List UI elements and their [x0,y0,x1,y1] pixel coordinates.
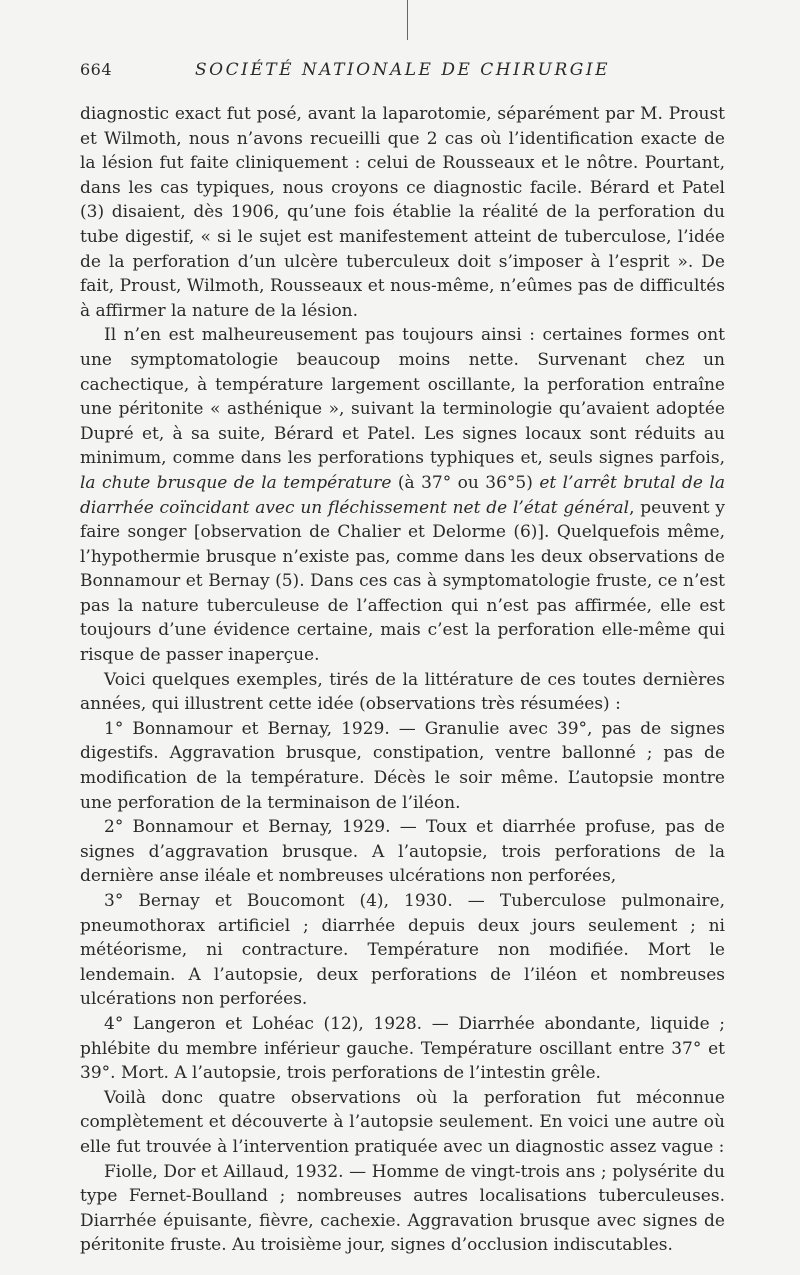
paragraph-2-text-b: (à 37° ou 36°5) [391,472,540,493]
page-crease-mark [407,0,408,40]
paragraph-3: Voici quelques exemples, tirés de la littérature de ces toutes dernières années, qui illustrent cette idée (observations très résumées) : [80,669,725,715]
observation-5: Fiolle, Dor et Aillaud, 1932. — Homme de vingt-trois ans ; polysérite du type Fernet-Boulland ; nombreuses autres localisations tuberculeuses. Diarrhée épuisante, fièvre, cachexie. Aggravation brusque avec signes de péritonite fruste. Au troisième jour, signes d’occlusion indiscutables. [80,1161,725,1256]
running-head: SOCIÉTÉ NATIONALE DE CHIRURGIE [195,60,610,80]
body-text [80,102,725,1258]
observation-3: 3° Bernay et Boucomont (4), 1930. — Tuberculose pulmonaire, pneumothorax artificiel ; diarrhée depuis deux jours seulement ; ni météorisme, ni contracture. Température non modifiée. Mort le lendemain. A l’autopsie, deux perforations de l’iléon et nombreuses ulcérations non perforées. [80,891,725,1010]
observation-2: 2° Bonnamour et Bernay, 1929. — Toux et diarrhée profuse, pas de signes d’aggravation brusque. A l’autopsie, trois perforations de la dernière anse iléale et nombreuses ulcérations non perforées, [80,817,725,887]
page-number: 664 [80,60,113,79]
paragraph-2-text-a: Il n’en est malheureusement pas toujours ainsi : certaines formes ont une symptomatologie beaucoup moins nette. Survenant chez un cachectique, à température largement oscillante, la perforation entraîne une péritonite « asthénique », suivant la terminologie qu’avaient adoptée Dupré et, à sa suite, Bérard et Patel. Les signes locaux sont réduits au minimum, comme dans les perforations typhiques et, seuls signes parfois, [80,325,725,469]
page-header [80,60,725,90]
paragraph-2-italic-1: la chute brusque de la température [80,472,392,493]
paragraph-2 [80,323,725,667]
observation-1: 1° Bonnamour et Bernay, 1929. — Granulie avec 39°, pas de signes digestifs. Aggravation brusque, constipation, ventre ballonné ; pas de modification de la température. Décès le soir même. L’autopsie montre une perforation de la terminaison de l’iléon. [80,718,725,813]
paragraph-2-text-c: , peuvent y faire songer [observation de Chalier et Delorme (6)]. Quelquefois même, l’hypothermie brusque n’existe pas, comme dans les deux observations de Bonnamour et Bernay (5). Dans ces cas à symptomatologie fruste, ce n’est pas la nature tuberculeuse de l’affection qui n’est pas affirmée, elle est toujours d’une évidence certaine, mais c’est la perforation elle-même qui risque de passer inaperçue. [80,497,725,666]
paragraph-summary: Voilà donc quatre observations où la perforation fut méconnue complètement et découverte à l’autopsie seulement. En voici une autre où elle fut trouvée à l’intervention pratiquée avec un diagnostic assez vague : [80,1087,725,1157]
paragraph-2-italic-2: et l’arrêt brutal de la diarrhée coïncidant avec un fléchissement net de l’état général [80,472,725,518]
observation-4: 4° Langeron et Lohéac (12), 1928. — Diarrhée abondante, liquide ; phlébite du membre inférieur gauche. Température oscillant entre 37° et 39°. Mort. A l’autopsie, trois perforations de l’intestin grêle. [80,1013,725,1084]
paragraph-1: diagnostic exact fut posé, avant la laparotomie, séparément par M. Proust et Wilmoth, nous n’avons recueilli que 2 cas où l’identification exacte de la lésion fut faite cliniquement : celui de Rousseaux et le nôtre. Pourtant, dans les cas typiques, nous croyons ce diagnostic facile. Bérard et Patel (3) disaient, dès 1906, qu’une fois établie la réalité de la perforation du tube digestif, « si le sujet est manifestement atteint de tuberculose, l’idée de la perforation d’un ulcère tuberculeux doit s’imposer à l’esprit ». De fait, Proust, Wilmoth, Rousseaux et nous-même, n’eûmes pas de difficultés à affirmer la nature de la lésion. [80,104,725,321]
